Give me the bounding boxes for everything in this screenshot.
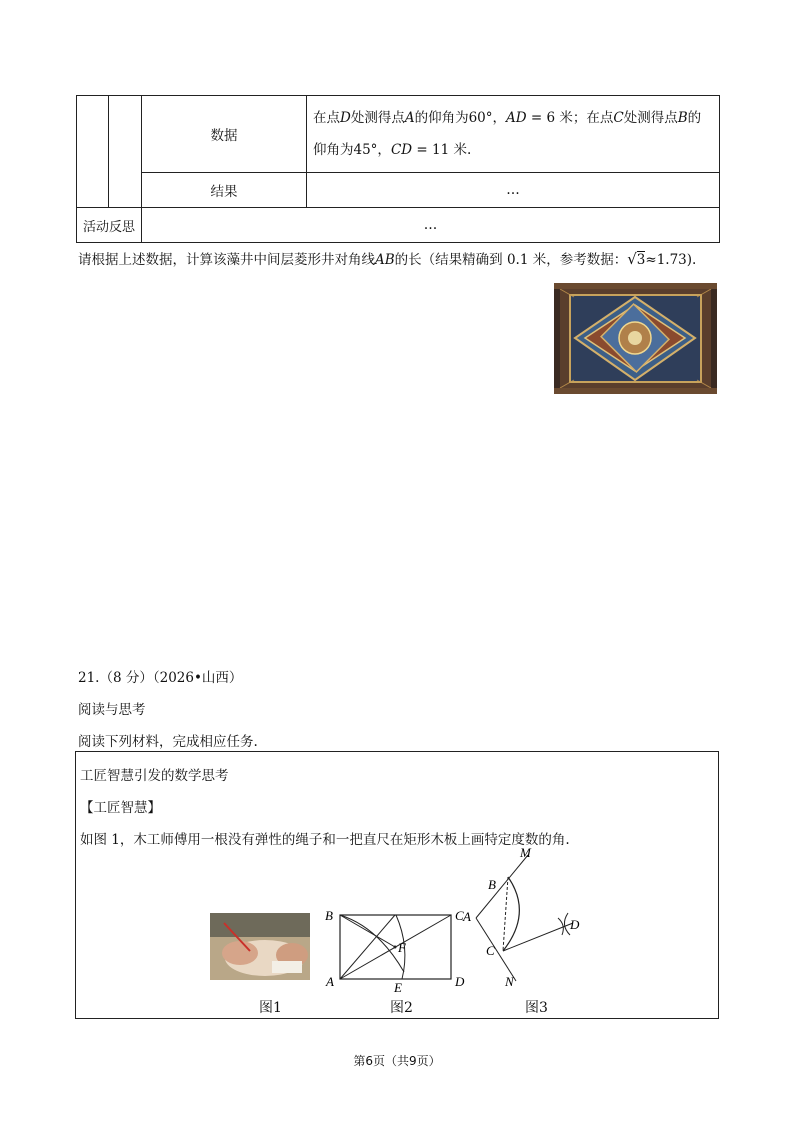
q21-header: 21.（8 分）（2026•山西） <box>78 670 243 686</box>
fig2-caption: 图2 <box>390 1000 413 1016</box>
fig3-label-C: C <box>486 943 495 958</box>
box-title: 工匠智慧引发的数学思考 <box>80 768 229 784</box>
q21-instruction: 阅读下列材料，完成相应任务. <box>78 734 258 750</box>
fig3-label-N: N <box>505 974 514 989</box>
fig3-label-A: A <box>463 909 471 924</box>
caisson-ceiling-image <box>554 283 717 394</box>
data-label: 数据 <box>142 96 307 173</box>
fig2-label-F: F <box>398 940 406 955</box>
merged-cell-2 <box>109 96 142 208</box>
result-value: … <box>307 173 720 208</box>
fig2-label-A: A <box>326 974 334 989</box>
fig3-diagram <box>458 843 598 993</box>
fig3-label-D: D <box>570 917 580 932</box>
question-text: 请根据上述数据，计算该藻井中间层菱形井对角线AB的长（结果精确到 0.1 米，参考数据：√3≈1.73). <box>78 250 697 268</box>
reflect-value: … <box>142 208 720 243</box>
fig2-label-B: B <box>325 908 333 923</box>
fig3-caption: 图3 <box>525 1000 548 1016</box>
fig2-label-D: D <box>455 974 465 989</box>
data-value: 在点D处测得点A的仰角为60°，AD = 6 米；在点C处测得点B的 仰角为45°，CD = 11 米. <box>307 96 720 173</box>
q21-section: 阅读与思考 <box>78 702 146 718</box>
activity-table <box>76 95 720 243</box>
merged-cell-1 <box>77 96 109 208</box>
fig3-label-B: B <box>488 877 496 892</box>
fig1-carpenter-photo <box>210 913 310 980</box>
box-text: 如图 1，木工师傅用一根没有弹性的绳子和一把直尺在矩形木板上画特定度数的角. <box>80 832 570 848</box>
reflect-label: 活动反思 <box>77 208 142 243</box>
fig3-label-M: M <box>520 845 531 860</box>
page-footer: 第6页（共9页） <box>353 1054 441 1068</box>
fig2-label-E: E <box>394 980 402 994</box>
result-label: 结果 <box>142 173 307 208</box>
fig2-label-C: C <box>455 908 464 923</box>
box-subtitle: 【工匠智慧】 <box>80 800 161 816</box>
fig1-caption: 图1 <box>259 1000 282 1016</box>
fig2-diagram <box>318 902 468 994</box>
